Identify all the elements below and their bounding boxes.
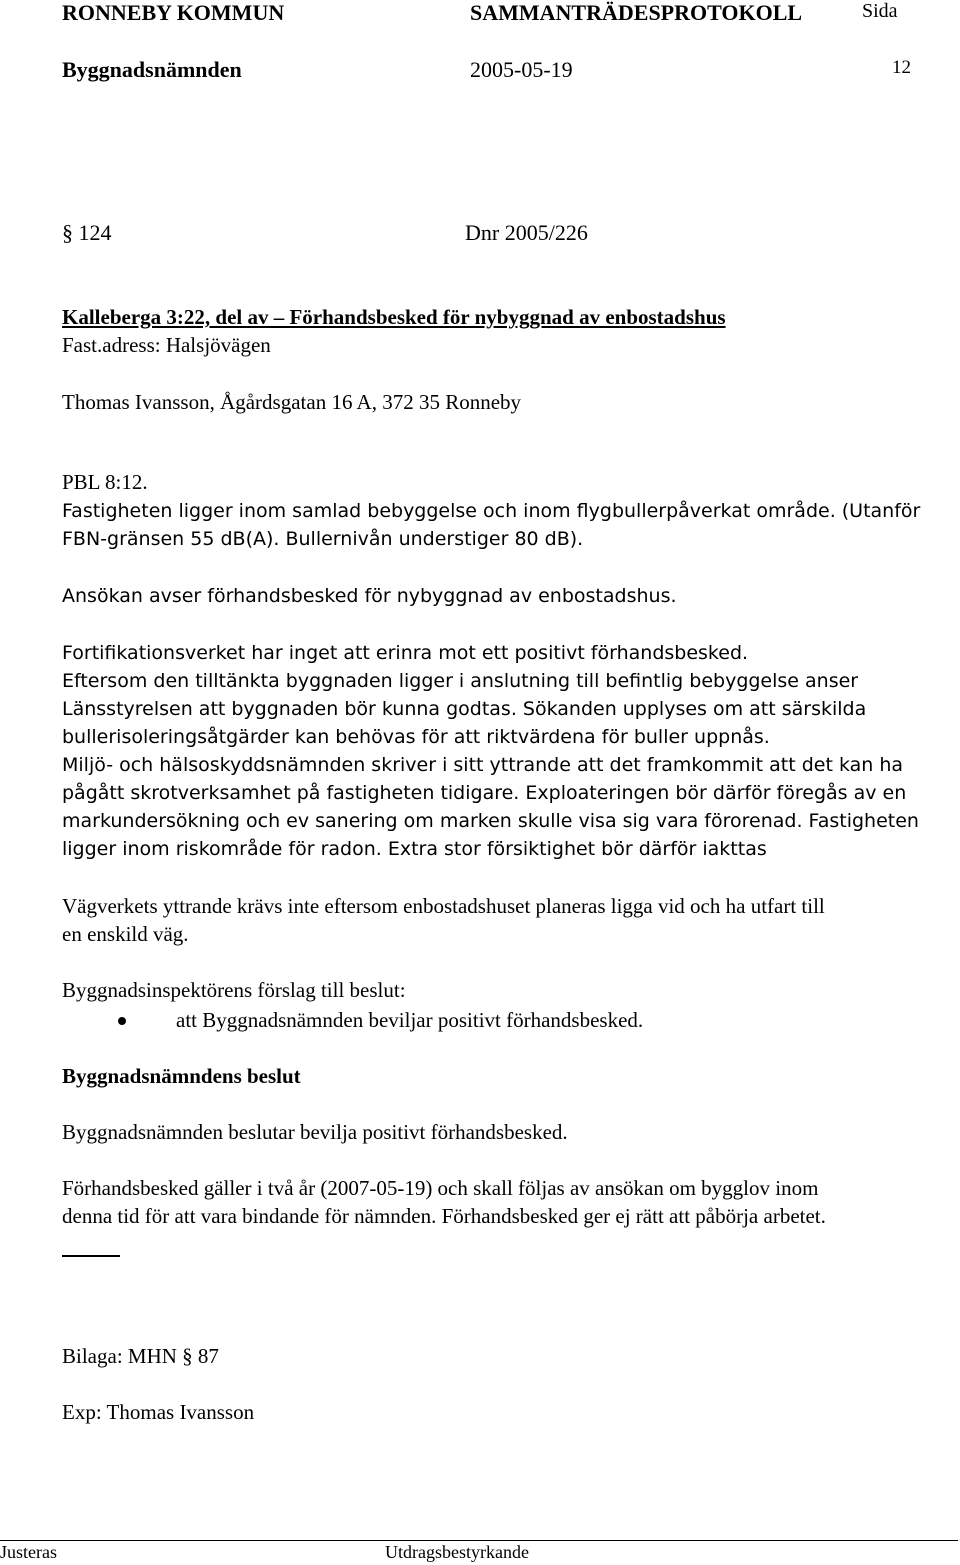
applicant: Thomas Ivansson, Ågårdsgatan 16 A, 372 35 Ronneby [62,390,522,414]
section-symbol: § [62,220,73,245]
attachment: Bilaga: MHN § 87 [62,1344,219,1368]
paragraph-mhn-line2: pågått skrotverksamhet på fastigheten tidigare. Exploateringen bör därför föregås av en [62,782,907,804]
document-type: SAMMANTRÄDESPROTOKOLL [470,0,803,25]
paragraph-vagverket-line2: en enskild väg. [62,922,189,946]
paragraph-vagverket-line1: Vägverkets yttrande krävs inte eftersom enbostadshuset planeras ligga vid och ha utfart till [62,894,825,918]
paragraph-lansstyrelsen-line2: Länsstyrelsen att byggnaden bör kunna godtas. Sökanden upplyses om att särskilda [62,698,867,720]
paragraph-noise-line2: FBN-gränsen 55 dB(A). Bullernivån understiger 80 dB). [62,528,584,550]
pbl-reference: PBL 8:12. [62,470,148,494]
paragraph-lansstyrelsen-line1: Eftersom den tilltänkta byggnaden ligger i anslutning till befintlig bebyggelse anser [62,670,859,692]
section-number [62,220,112,246]
paragraph-mhn-line3: markundersökning och ev sanering om marken skulle visa sig vara förorenad. Fastigheten [62,810,919,832]
page-number: 12 [892,57,911,78]
meeting-date: 2005-05-19 [470,57,573,82]
paragraph-fortifikation: Fortifikationsverket har inget att erinra mot ett positivt förhandsbesked. [62,642,749,664]
bullet-icon [118,1017,126,1025]
footer-justeras: Justeras [0,1542,57,1562]
paragraph-noise-line1: Fastigheten ligger inom samlad bebyggelse och inom flygbullerpåverkat område. (Utanför [62,500,921,522]
proposal-item: att Byggnadsnämnden beviljar positivt förhandsbesked. [176,1008,644,1032]
paragraph-mhn-line4: ligger inom riskområde för radon. Extra stor försiktighet bör därför iakttas [62,838,767,860]
validity-line2: denna tid för att vara bindande för nämnden. Förhandsbesked ger ej rätt att påbörja arbetet. [62,1204,826,1228]
dnr: Dnr 2005/226 [465,220,588,245]
org-name: RONNEBY KOMMUN [62,0,285,25]
decision-heading: Byggnadsnämndens beslut [62,1064,301,1088]
case-title: Kalleberga 3:22, del av – Förhandsbesked för nybyggnad av enbostadshus [62,305,726,329]
property-address: Fast.adress: Halsjövägen [62,333,271,357]
page-label: Sida [862,0,898,22]
footer-utdragsbestyrkande: Utdragsbestyrkande [385,1542,529,1562]
separator-line [62,1255,120,1257]
validity-line1: Förhandsbesked gäller i två år (2007-05-19) och skall följas av ansökan om bygglov inom [62,1176,819,1200]
paragraph-lansstyrelsen-line3: bullerisoleringsåtgärder kan behövas för att riktvärdena för buller uppnås. [62,726,770,748]
paragraph-application: Ansökan avser förhandsbesked för nybyggnad av enbostadshus. [62,585,677,607]
section-number-value: 124 [78,220,112,245]
committee-name: Byggnadsnämnden [62,57,242,82]
footer-rule [0,1540,958,1541]
paragraph-mhn-line1: Miljö- och hälsoskyddsnämnden skriver i sitt yttrande att det framkommit att det kan ha [62,754,904,776]
expedition: Exp: Thomas Ivansson [62,1400,255,1424]
decision-text: Byggnadsnämnden beslutar bevilja positivt förhandsbesked. [62,1120,568,1144]
proposal-heading: Byggnadsinspektörens förslag till beslut: [62,978,406,1002]
